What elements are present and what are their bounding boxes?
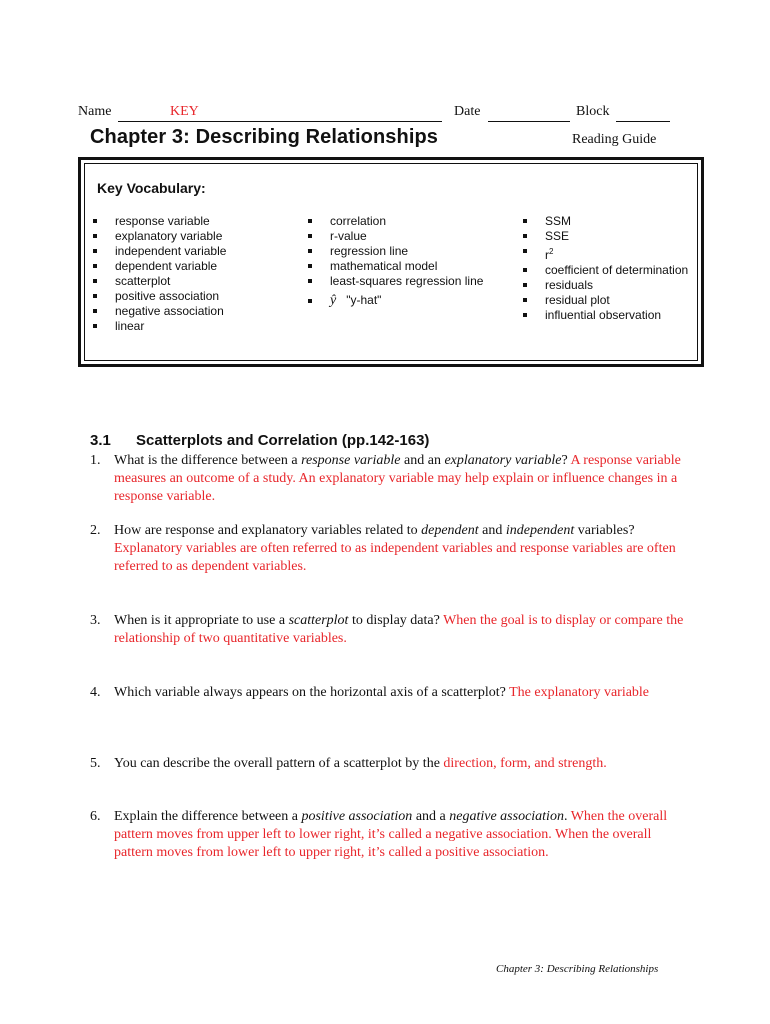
yhat-label: "y-hat" [346, 293, 382, 307]
bullet-icon [523, 298, 527, 302]
block-field[interactable] [616, 104, 670, 122]
answer-text: Explanatory variables are often referred to as independent variables and response variables are often referred to as dependent variables. [114, 541, 676, 574]
bullet-icon [308, 279, 312, 283]
vocabulary-title: Key Vocabulary: [97, 180, 206, 196]
vocabulary-column-2 [308, 214, 498, 308]
answer-text: A response variable measures an outcome of a study. An explanatory variable may help explain or influence changes in a response variable. [114, 453, 681, 504]
page-footer: Chapter 3: Describing Relationships [496, 963, 659, 975]
bullet-icon [93, 249, 97, 253]
section-title: Scatterplots and Correlation (pp.142-163) [136, 432, 430, 449]
page-subtitle: Reading Guide [572, 132, 657, 147]
question-number: 5. [90, 756, 101, 771]
answer-text: When the goal is to display or compare the relationship of two quantitative variables. [114, 613, 684, 646]
bullet-icon [523, 268, 527, 272]
answer-text: direction, form, and strength. [443, 756, 607, 771]
vocab-item: correlation [308, 214, 498, 229]
page-title: Chapter 3: Describing Relationships [90, 126, 439, 148]
bullet-icon [93, 309, 97, 313]
section-number: 3.1 [90, 432, 111, 449]
vocab-item: residual plot [523, 293, 693, 308]
bullet-icon [93, 294, 97, 298]
bullet-icon [93, 264, 97, 268]
vocab-item: SSM [523, 214, 693, 229]
bullet-icon [308, 219, 312, 223]
date-field[interactable] [488, 104, 570, 122]
bullet-icon [523, 249, 527, 253]
name-field[interactable] [118, 104, 442, 122]
question-3: 3. When is it appropriate to use a scatterplot to display data? When the goal is to display or compare the relationship of two quantitative variables. [90, 613, 684, 646]
vocab-item: explanatory variable [93, 229, 273, 244]
name-label: Name [78, 104, 112, 119]
bullet-icon [93, 324, 97, 328]
vocab-item: residuals [523, 278, 693, 293]
vocab-item-r-squared: $r^2$ [523, 244, 693, 263]
section-heading [90, 432, 429, 449]
name-value: KEY [170, 104, 199, 119]
bullet-icon [93, 279, 97, 283]
date-label: Date [454, 104, 481, 119]
vocab-item: linear [93, 319, 273, 334]
vocab-item: dependent variable [93, 259, 273, 274]
bullet-icon [523, 219, 527, 223]
vocab-item: mathematical model [308, 259, 498, 274]
vocabulary-column-3 [523, 214, 693, 323]
block-label: Block [576, 104, 610, 119]
vocab-item-yhat [308, 293, 498, 308]
question-6: 6. Explain the difference between a positive association and a negative association. When the overall pattern moves from upper left to lower right, it’s called a negative association. When the overall pattern moves from lower left to upper right, it’s called a positive association. [90, 809, 668, 860]
vocab-item: least-squares regression line [308, 274, 498, 289]
question-number: 2. [90, 523, 101, 538]
vocab-item: scatterplot [93, 274, 273, 289]
question-number: 4. [90, 685, 101, 700]
question-number: 3. [90, 613, 101, 628]
bullet-icon [308, 264, 312, 268]
vocab-item: SSE [523, 229, 693, 244]
vocab-item: independent variable [93, 244, 273, 259]
vocab-item: regression line [308, 244, 498, 259]
bullet-icon [523, 313, 527, 317]
vocab-item: influential observation [523, 308, 693, 323]
vocabulary-column-1 [93, 214, 273, 334]
bullet-icon [308, 249, 312, 253]
vocab-item: negative association [93, 304, 273, 319]
vocab-item: response variable [93, 214, 273, 229]
answer-text: When the overall pattern moves from upper left to lower right, it’s called a negative association. When the overall pattern moves from lower left to upper right, it’s called a positive association. [114, 809, 668, 860]
question-2: 2. How are response and explanatory variables related to dependent and independent variables? Explanatory variables are often referred to as independent variables and response variables are often referred to as dependent variables. [90, 523, 676, 574]
vocab-item: r-value [308, 229, 498, 244]
answer-text: The explanatory variable [509, 685, 650, 700]
bullet-icon [308, 299, 312, 303]
question-number: 1. [90, 453, 101, 468]
question-1: 1. What is the difference between a response variable and an explanatory variable? A response variable measures an outcome of a study. An explanatory variable may help explain or influence changes in a response variable. [90, 453, 681, 504]
header-fields [78, 104, 678, 124]
vocabulary-box [78, 157, 704, 367]
bullet-icon [308, 234, 312, 238]
vocab-item: coefficient of determination [523, 263, 693, 278]
question-4: 4. Which variable always appears on the horizontal axis of a scatterplot? The explanatory variable [90, 685, 650, 700]
yhat-symbol: ŷ [330, 293, 337, 308]
question-5: 5. You can describe the overall pattern of a scatterplot by the direction, form, and strength. [90, 756, 607, 771]
vocabulary-box-inner [84, 163, 698, 361]
question-number: 6. [90, 809, 101, 824]
bullet-icon [523, 283, 527, 287]
bullet-icon [93, 234, 97, 238]
bullet-icon [523, 234, 527, 238]
bullet-icon [93, 219, 97, 223]
vocab-item: positive association [93, 289, 273, 304]
